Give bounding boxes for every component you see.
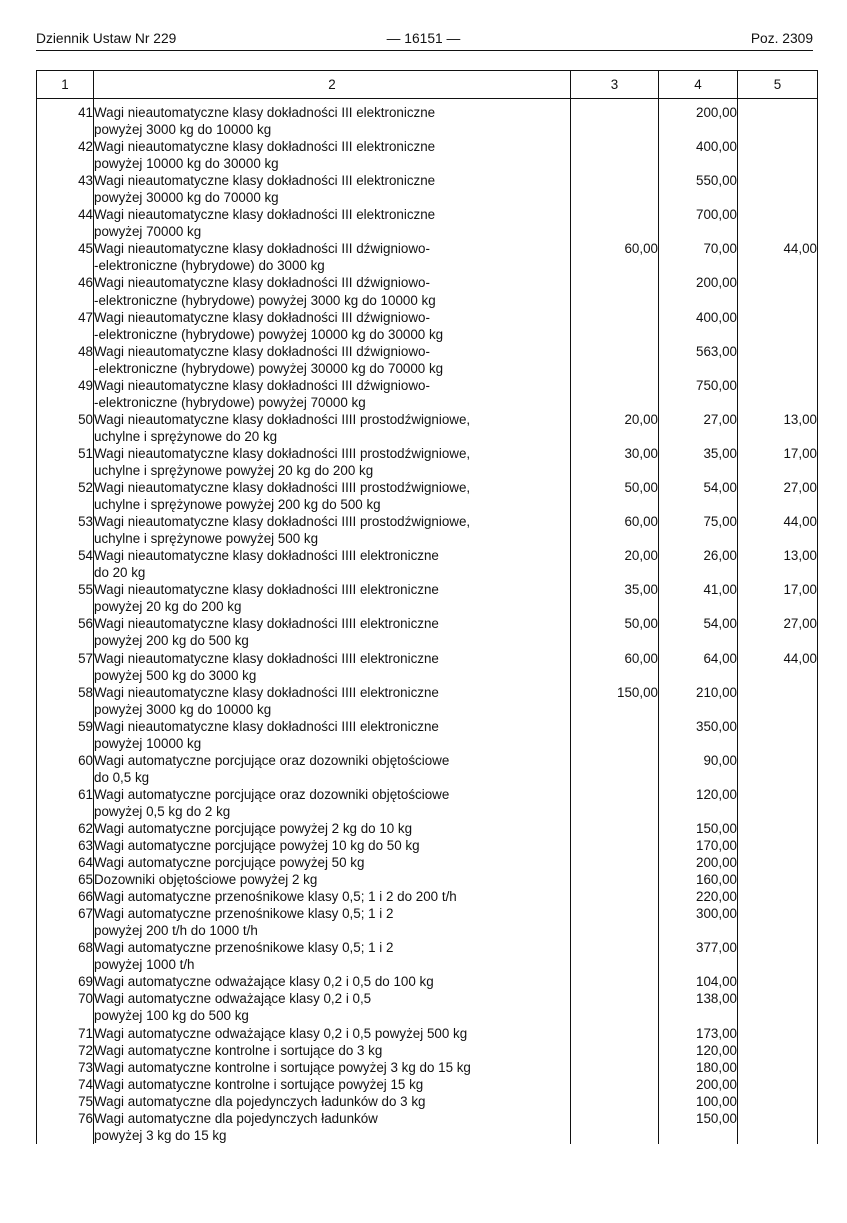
description-line: Wagi nieautomatyczne klasy dokładności IIII prostodźwigniowe, (94, 480, 471, 496)
fee-value-col5 (738, 786, 818, 820)
fee-value-col3 (571, 172, 659, 206)
fee-value-col4: 400,00 (659, 309, 738, 343)
fee-value-col3 (571, 206, 659, 240)
fee-value-col5 (738, 939, 818, 973)
description-line: Wagi automatyczne dla pojedynczych ładunków do 3 kg (94, 1093, 426, 1109)
table-row (37, 479, 818, 513)
description-line: Wagi nieautomatyczne klasy dokładności III elektroniczne (94, 139, 436, 155)
row-description (94, 973, 571, 990)
fee-value-col3: 60,00 (571, 240, 659, 274)
fee-value-col5: 44,00 (738, 240, 818, 274)
row-description (94, 837, 571, 854)
table-row (37, 990, 818, 1024)
description-line: do 20 kg (94, 565, 146, 581)
row-number: 52 (37, 479, 94, 513)
row-number: 70 (37, 990, 94, 1024)
fee-value-col5 (738, 377, 818, 411)
table-row (37, 309, 818, 343)
row-description (94, 888, 571, 905)
fee-value-col5: 17,00 (738, 445, 818, 479)
fee-value-col5 (738, 138, 818, 172)
table-row (37, 513, 818, 547)
table-row (37, 718, 818, 752)
row-number: 51 (37, 445, 94, 479)
row-description (94, 445, 571, 479)
table-row (37, 1076, 818, 1093)
row-description (94, 1059, 571, 1076)
fee-value-col5 (738, 888, 818, 905)
fee-value-col4: 210,00 (659, 684, 738, 718)
table-row (37, 1059, 818, 1076)
fee-value-col4: 220,00 (659, 888, 738, 905)
fee-value-col3: 150,00 (571, 684, 659, 718)
row-description (94, 820, 571, 837)
row-number: 66 (37, 888, 94, 905)
table-row (37, 888, 818, 905)
fee-value-col5 (738, 820, 818, 837)
row-number: 56 (37, 615, 94, 649)
table-row (37, 1093, 818, 1110)
fee-value-col4: 300,00 (659, 905, 738, 939)
description-line: Wagi nieautomatyczne klasy dokładności IIII elektroniczne (94, 650, 439, 666)
table-header-row (37, 71, 818, 99)
fee-value-col3 (571, 752, 659, 786)
row-description (94, 684, 571, 718)
description-line: Wagi nieautomatyczne klasy dokładności III dźwigniowo- (94, 309, 430, 325)
description-line: -elektroniczne (hybrydowe) do 3000 kg (94, 258, 325, 274)
fee-value-col3 (571, 1025, 659, 1042)
row-description (94, 309, 571, 343)
fee-value-col4: 700,00 (659, 206, 738, 240)
fee-value-col4: 90,00 (659, 752, 738, 786)
table-row (37, 240, 818, 274)
row-description (94, 905, 571, 939)
description-line: Wagi nieautomatyczne klasy dokładności III dźwigniowo- (94, 241, 430, 257)
fee-value-col4: 200,00 (659, 1076, 738, 1093)
fee-value-col3 (571, 1059, 659, 1076)
description-line: Wagi automatyczne porcjujące oraz dozowniki objętościowe (94, 752, 450, 768)
row-description (94, 172, 571, 206)
table-row (37, 445, 818, 479)
fee-value-col3 (571, 138, 659, 172)
column-header-3: 3 (571, 71, 659, 99)
fee-value-col3 (571, 1110, 659, 1144)
position-number: Poz. 2309 (750, 31, 813, 46)
column-header-2: 2 (94, 71, 571, 99)
description-line: Wagi automatyczne przenośnikowe klasy 0,5; 1 i 2 (94, 940, 394, 956)
fee-value-col3 (571, 939, 659, 973)
row-description (94, 377, 571, 411)
row-number: 62 (37, 820, 94, 837)
description-line: -elektroniczne (hybrydowe) powyżej 70000 kg (94, 394, 366, 410)
fee-value-col4: 350,00 (659, 718, 738, 752)
fee-value-col4: 150,00 (659, 1110, 738, 1144)
fee-value-col5 (738, 343, 818, 377)
table-row (37, 138, 818, 172)
table-row (37, 973, 818, 990)
fee-value-col3: 20,00 (571, 547, 659, 581)
description-line: Wagi automatyczne porcjujące powyżej 2 kg do 10 kg (94, 820, 413, 836)
description-line: powyżej 200 t/h do 1000 t/h (94, 923, 258, 939)
fee-value-col5 (738, 990, 818, 1024)
column-header-1: 1 (37, 71, 94, 99)
row-number: 63 (37, 837, 94, 854)
row-number: 69 (37, 973, 94, 990)
row-number: 74 (37, 1076, 94, 1093)
row-number: 41 (37, 104, 94, 138)
fee-value-col4: 54,00 (659, 615, 738, 649)
fee-value-col4: 104,00 (659, 973, 738, 990)
fee-value-col5 (738, 871, 818, 888)
fee-value-col5: 44,00 (738, 513, 818, 547)
description-line: Wagi automatyczne kontrolne i sortujące powyżej 3 kg do 15 kg (94, 1059, 471, 1075)
description-line: powyżej 200 kg do 500 kg (94, 633, 249, 649)
fee-value-col3: 35,00 (571, 581, 659, 615)
fee-value-col4: 41,00 (659, 581, 738, 615)
fee-value-col3 (571, 1093, 659, 1110)
fee-value-col4: 160,00 (659, 871, 738, 888)
description-line: powyżej 500 kg do 3000 kg (94, 667, 257, 683)
fee-value-col5 (738, 206, 818, 240)
table-row (37, 274, 818, 308)
row-description (94, 479, 571, 513)
description-line: Wagi nieautomatyczne klasy dokładności IIII prostodźwigniowe, (94, 445, 471, 461)
fee-value-col4: 100,00 (659, 1093, 738, 1110)
row-description (94, 206, 571, 240)
header-rule (36, 50, 813, 51)
description-line: powyżej 10000 kg do 30000 kg (94, 156, 279, 172)
fee-value-col4: 200,00 (659, 854, 738, 871)
description-line: powyżej 100 kg do 500 kg (94, 1008, 249, 1024)
fee-value-col3: 60,00 (571, 650, 659, 684)
row-number: 73 (37, 1059, 94, 1076)
fee-value-col5 (738, 274, 818, 308)
fee-value-col5 (738, 718, 818, 752)
description-line: Wagi automatyczne kontrolne i sortujące do 3 kg (94, 1042, 383, 1058)
fee-value-col5 (738, 309, 818, 343)
row-description (94, 650, 571, 684)
fee-value-col5 (738, 172, 818, 206)
row-description (94, 138, 571, 172)
fee-value-col3 (571, 274, 659, 308)
fee-value-col5: 44,00 (738, 650, 818, 684)
description-line: Wagi automatyczne kontrolne i sortujące powyżej 15 kg (94, 1076, 424, 1092)
row-number: 47 (37, 309, 94, 343)
row-description (94, 1093, 571, 1110)
row-description (94, 939, 571, 973)
fee-value-col4: 64,00 (659, 650, 738, 684)
table-row (37, 752, 818, 786)
table-row (37, 343, 818, 377)
fee-value-col5 (738, 752, 818, 786)
fee-value-col5 (738, 684, 818, 718)
table-row (37, 820, 818, 837)
row-number: 55 (37, 581, 94, 615)
row-number: 75 (37, 1093, 94, 1110)
fee-value-col5 (738, 1059, 818, 1076)
fee-value-col4: 150,00 (659, 820, 738, 837)
row-number: 67 (37, 905, 94, 939)
description-line: Wagi nieautomatyczne klasy dokładności III dźwigniowo- (94, 275, 430, 291)
row-number: 49 (37, 377, 94, 411)
row-number: 54 (37, 547, 94, 581)
table-row (37, 905, 818, 939)
fee-value-col4: 27,00 (659, 411, 738, 445)
row-description (94, 786, 571, 820)
description-line: Wagi nieautomatyczne klasy dokładności III elektroniczne (94, 173, 436, 189)
fee-value-col4: 173,00 (659, 1025, 738, 1042)
fee-value-col4: 170,00 (659, 837, 738, 854)
description-line: Wagi nieautomatyczne klasy dokładności IIII elektroniczne (94, 548, 439, 564)
fee-value-col4: 54,00 (659, 479, 738, 513)
fee-value-col4: 377,00 (659, 939, 738, 973)
fee-value-col4: 26,00 (659, 547, 738, 581)
table-row (37, 172, 818, 206)
description-line: Wagi nieautomatyczne klasy dokładności IIII elektroniczne (94, 582, 439, 598)
fee-value-col3 (571, 1076, 659, 1093)
row-description (94, 1110, 571, 1144)
table-row (37, 786, 818, 820)
fee-value-col5: 17,00 (738, 581, 818, 615)
description-line: Wagi automatyczne odważające klasy 0,2 i 0,5 do 100 kg (94, 974, 434, 990)
description-line: Wagi nieautomatyczne klasy dokładności IIII elektroniczne (94, 616, 439, 632)
fee-table (36, 70, 818, 1144)
fee-value-col3: 60,00 (571, 513, 659, 547)
fee-value-col4: 750,00 (659, 377, 738, 411)
description-line: Wagi automatyczne porcjujące powyżej 10 kg do 50 kg (94, 838, 420, 854)
row-description (94, 990, 571, 1024)
table-row (37, 871, 818, 888)
description-line: powyżej 30000 kg do 70000 kg (94, 190, 279, 206)
table-row (37, 377, 818, 411)
table-row (37, 206, 818, 240)
table-row (37, 547, 818, 581)
row-description (94, 240, 571, 274)
table-row (37, 684, 818, 718)
row-description (94, 871, 571, 888)
description-line: powyżej 70000 kg (94, 224, 202, 240)
row-description (94, 718, 571, 752)
fee-value-col3 (571, 309, 659, 343)
fee-value-col3 (571, 377, 659, 411)
fee-value-col5: 27,00 (738, 479, 818, 513)
row-number: 59 (37, 718, 94, 752)
table-row (37, 411, 818, 445)
table-row (37, 837, 818, 854)
row-number: 50 (37, 411, 94, 445)
fee-value-col4: 200,00 (659, 274, 738, 308)
row-description (94, 547, 571, 581)
fee-value-col5 (738, 1110, 818, 1144)
fee-value-col4: 200,00 (659, 104, 738, 138)
fee-value-col3 (571, 973, 659, 990)
fee-value-col3 (571, 718, 659, 752)
table-row (37, 939, 818, 973)
row-description (94, 854, 571, 871)
row-number: 64 (37, 854, 94, 871)
fee-value-col5: 27,00 (738, 615, 818, 649)
row-description (94, 411, 571, 445)
fee-value-col3: 50,00 (571, 479, 659, 513)
description-line: uchylne i sprężynowe powyżej 20 kg do 200 kg (94, 462, 374, 478)
fee-value-col4: 138,00 (659, 990, 738, 1024)
row-number: 65 (37, 871, 94, 888)
fee-value-col5 (738, 1025, 818, 1042)
description-line: Wagi nieautomatyczne klasy dokładności III dźwigniowo- (94, 377, 430, 393)
table-row (37, 1042, 818, 1059)
table-row (37, 1110, 818, 1144)
journal-title: Dziennik Ustaw Nr 229 (36, 31, 177, 46)
description-line: Wagi automatyczne porcjujące powyżej 50 kg (94, 855, 365, 871)
fee-value-col5 (738, 104, 818, 138)
fee-value-col5 (738, 1076, 818, 1093)
fee-value-col3 (571, 854, 659, 871)
table-row (37, 581, 818, 615)
fee-value-col3: 30,00 (571, 445, 659, 479)
description-line: Wagi nieautomatyczne klasy dokładności III elektroniczne (94, 105, 436, 120)
description-line: powyżej 1000 t/h (94, 957, 195, 973)
description-line: powyżej 3000 kg do 10000 kg (94, 122, 272, 138)
row-number: 43 (37, 172, 94, 206)
row-description (94, 1042, 571, 1059)
description-line: Wagi automatyczne odważające klasy 0,2 i 0,5 (94, 991, 372, 1007)
row-description (94, 104, 571, 138)
fee-value-col5 (738, 1093, 818, 1110)
page-number: — 16151 — (386, 31, 461, 46)
table-row (37, 854, 818, 871)
description-line: Wagi nieautomatyczne klasy dokładności IIII prostodźwigniowe, (94, 514, 471, 530)
description-line: uchylne i sprężynowe powyżej 200 kg do 500 kg (94, 497, 381, 513)
row-number: 48 (37, 343, 94, 377)
row-number: 72 (37, 1042, 94, 1059)
fee-value-col4: 550,00 (659, 172, 738, 206)
fee-value-col4: 400,00 (659, 138, 738, 172)
description-line: Wagi automatyczne dla pojedynczych ładunków (94, 1110, 378, 1126)
fee-value-col3 (571, 343, 659, 377)
fee-value-col3 (571, 905, 659, 939)
column-header-4: 4 (659, 71, 738, 99)
fee-value-col5 (738, 837, 818, 854)
description-line: -elektroniczne (hybrydowe) powyżej 10000 kg do 30000 kg (94, 326, 444, 342)
description-line: powyżej 3 kg do 15 kg (94, 1127, 227, 1143)
row-description (94, 343, 571, 377)
fee-value-col3 (571, 786, 659, 820)
table-row (37, 615, 818, 649)
row-description (94, 513, 571, 547)
fee-value-col3 (571, 104, 659, 138)
table-row (37, 104, 818, 138)
description-line: uchylne i sprężynowe do 20 kg (94, 428, 278, 444)
description-line: Wagi nieautomatyczne klasy dokładności III elektroniczne (94, 207, 436, 223)
fee-value-col5 (738, 1042, 818, 1059)
description-line: Wagi automatyczne porcjujące oraz dozowniki objętościowe (94, 786, 450, 802)
fee-value-col3 (571, 837, 659, 854)
table-row (37, 650, 818, 684)
row-description (94, 752, 571, 786)
table-row (37, 1025, 818, 1042)
fee-value-col3 (571, 820, 659, 837)
description-line: Dozowniki objętościowe powyżej 2 kg (94, 872, 318, 888)
row-description (94, 274, 571, 308)
description-line: Wagi nieautomatyczne klasy dokładności IIII elektroniczne (94, 718, 439, 734)
fee-value-col3 (571, 888, 659, 905)
description-line: do 0,5 kg (94, 769, 150, 785)
row-number: 76 (37, 1110, 94, 1144)
description-line: Wagi automatyczne przenośnikowe klasy 0,5; 1 i 2 do 200 t/h (94, 889, 457, 905)
description-line: powyżej 20 kg do 200 kg (94, 599, 242, 615)
row-number: 46 (37, 274, 94, 308)
fee-value-col3 (571, 990, 659, 1024)
row-number: 42 (37, 138, 94, 172)
fee-value-col3 (571, 1042, 659, 1059)
description-line: Wagi nieautomatyczne klasy dokładności IIII prostodźwigniowe, (94, 411, 471, 427)
row-number: 61 (37, 786, 94, 820)
fee-value-col3: 50,00 (571, 615, 659, 649)
fee-value-col5 (738, 905, 818, 939)
row-number: 71 (37, 1025, 94, 1042)
description-line: powyżej 0,5 kg do 2 kg (94, 803, 231, 819)
fee-value-col4: 120,00 (659, 786, 738, 820)
fee-value-col4: 70,00 (659, 240, 738, 274)
row-number: 44 (37, 206, 94, 240)
fee-value-col5 (738, 973, 818, 990)
column-header-5: 5 (738, 71, 818, 99)
row-description (94, 615, 571, 649)
row-description (94, 1025, 571, 1042)
fee-value-col3: 20,00 (571, 411, 659, 445)
row-number: 57 (37, 650, 94, 684)
row-number: 45 (37, 240, 94, 274)
fee-value-col5 (738, 854, 818, 871)
fee-value-col4: 35,00 (659, 445, 738, 479)
description-line: -elektroniczne (hybrydowe) powyżej 3000 kg do 10000 kg (94, 292, 436, 308)
row-number: 58 (37, 684, 94, 718)
table-body (37, 99, 818, 1144)
description-line: uchylne i sprężynowe powyżej 500 kg (94, 531, 319, 547)
description-line: powyżej 10000 kg (94, 735, 202, 751)
fee-value-col4: 563,00 (659, 343, 738, 377)
description-line: -elektroniczne (hybrydowe) powyżej 30000 kg do 70000 kg (94, 360, 444, 376)
description-line: Wagi nieautomatyczne klasy dokładności III dźwigniowo- (94, 343, 430, 359)
row-number: 60 (37, 752, 94, 786)
fee-value-col4: 180,00 (659, 1059, 738, 1076)
description-line: Wagi automatyczne przenośnikowe klasy 0,5; 1 i 2 (94, 906, 394, 922)
fee-value-col5: 13,00 (738, 411, 818, 445)
row-description (94, 1076, 571, 1093)
description-line: powyżej 3000 kg do 10000 kg (94, 701, 272, 717)
fee-value-col3 (571, 871, 659, 888)
description-line: Wagi nieautomatyczne klasy dokładności IIII elektroniczne (94, 684, 439, 700)
fee-value-col4: 120,00 (659, 1042, 738, 1059)
row-number: 53 (37, 513, 94, 547)
description-line: Wagi automatyczne odważające klasy 0,2 i 0,5 powyżej 500 kg (94, 1025, 468, 1041)
row-number: 68 (37, 939, 94, 973)
row-description (94, 581, 571, 615)
fee-value-col5: 13,00 (738, 547, 818, 581)
fee-value-col4: 75,00 (659, 513, 738, 547)
